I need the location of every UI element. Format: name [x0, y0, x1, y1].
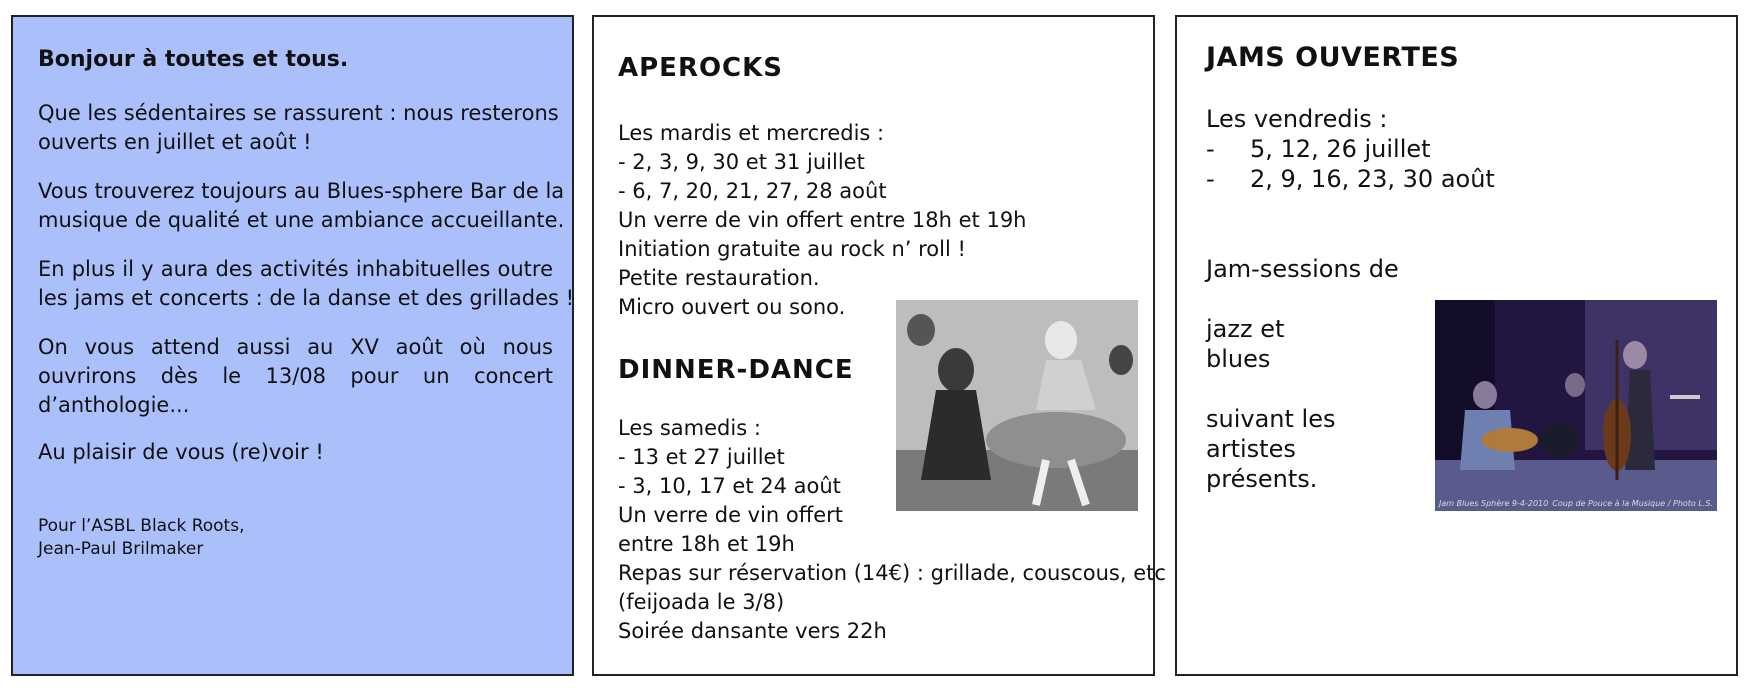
jams-date-line — [1206, 133, 1431, 166]
paragraph-line: On vous attend aussi au XV août où nous — [38, 335, 553, 359]
events-panel — [592, 15, 1166, 676]
signature-line: Pour l’ASBL Black Roots, — [38, 516, 245, 536]
aperocks-line: - 2, 3, 9, 30 et 31 juillet — [618, 150, 865, 174]
paragraph-music-quality — [38, 177, 565, 235]
aperocks-line: - 6, 7, 20, 21, 27, 28 août — [618, 179, 887, 203]
dash-marker: - — [1206, 135, 1215, 163]
photo-caption-left: Jam Blues Sphère 9-4-2010 — [1439, 499, 1549, 508]
dinner-line: - 3, 10, 17 et 24 août — [618, 474, 841, 498]
aperocks-line: Les mardis et mercredis : — [618, 121, 885, 145]
dance-photo — [896, 300, 1138, 511]
jams-description-line: jazz et — [1206, 315, 1285, 343]
welcome-panel — [11, 15, 574, 676]
dinner-line: - 13 et 27 juillet — [618, 445, 785, 469]
jams-description-line: suivant les — [1206, 405, 1336, 433]
dinner-line: entre 18h et 19h — [618, 532, 795, 556]
jams-description-line: artistes — [1206, 435, 1296, 463]
paragraph-line: musique de qualité et une ambiance accueillante. — [38, 208, 565, 232]
aperocks-line: Un verre de vin offert entre 18h et 19h — [618, 208, 1027, 232]
welcome-heading: Bonjour à toutes et tous. — [38, 47, 349, 72]
paragraph-line: Que les sédentaires se rassurent : nous resterons — [38, 101, 559, 125]
aperocks-title: APEROCKS — [618, 53, 784, 83]
dinner-dance-title: DINNER-DANCE — [618, 355, 854, 385]
date-text: 2, 9, 16, 23, 30 août — [1250, 165, 1495, 193]
paragraph-line: ouverts en juillet et août ! — [38, 130, 312, 154]
paragraph-line: d’anthologie... — [38, 393, 190, 417]
dinner-line: Les samedis : — [618, 416, 761, 440]
dinner-line: (feijoada le 3/8) — [618, 590, 785, 614]
jams-description-line: Jam-sessions de — [1206, 255, 1399, 283]
dinner-line: Un verre de vin offert — [618, 503, 844, 527]
paragraph-xv-aout — [38, 333, 553, 420]
signature-name: Jean-Paul Brilmaker — [38, 539, 204, 559]
jams-date-line — [1206, 163, 1495, 196]
jazz-trio-illustration-icon — [1435, 300, 1717, 511]
aperocks-line: Initiation gratuite au rock n’ roll ! — [618, 237, 966, 261]
jams-title: JAMS OUVERTES — [1206, 42, 1460, 73]
paragraph-line: les jams et concerts : de la danse et des grillades ! — [38, 286, 575, 310]
jams-description-line: présents. — [1206, 465, 1318, 493]
paragraph-closing — [38, 438, 553, 467]
paragraph-line: Au plaisir de vous (re)voir ! — [38, 440, 324, 464]
photo-caption-right: Coup de Pouce à la Musique / Photo L.S. — [1552, 499, 1713, 508]
date-text: 5, 12, 26 juillet — [1250, 135, 1431, 163]
paragraph-line: Vous trouverez toujours au Blues-sphere Bar de la — [38, 179, 565, 203]
paragraph-summer-open — [38, 99, 559, 157]
aperocks-line: Petite restauration. — [618, 266, 820, 290]
dash-marker: - — [1206, 165, 1215, 193]
aperocks-line: Micro ouvert ou sono. — [618, 295, 846, 319]
dinner-line: Soirée dansante vers 22h — [618, 619, 887, 643]
paragraph-line: ouvrirons dès le 13/08 pour un concert — [38, 364, 553, 388]
jams-panel — [1175, 15, 1738, 676]
paragraph-line: En plus il y aura des activités inhabituelles outre — [38, 257, 553, 281]
jazz-photo — [1435, 300, 1717, 511]
jams-description-line: blues — [1206, 345, 1271, 373]
paragraph-activities — [38, 255, 575, 313]
dinner-line: Repas sur réservation (14€) : grillade, couscous, etc — [618, 561, 1166, 585]
jams-day-line: Les vendredis : — [1206, 105, 1388, 133]
dancers-illustration-icon — [896, 300, 1138, 511]
